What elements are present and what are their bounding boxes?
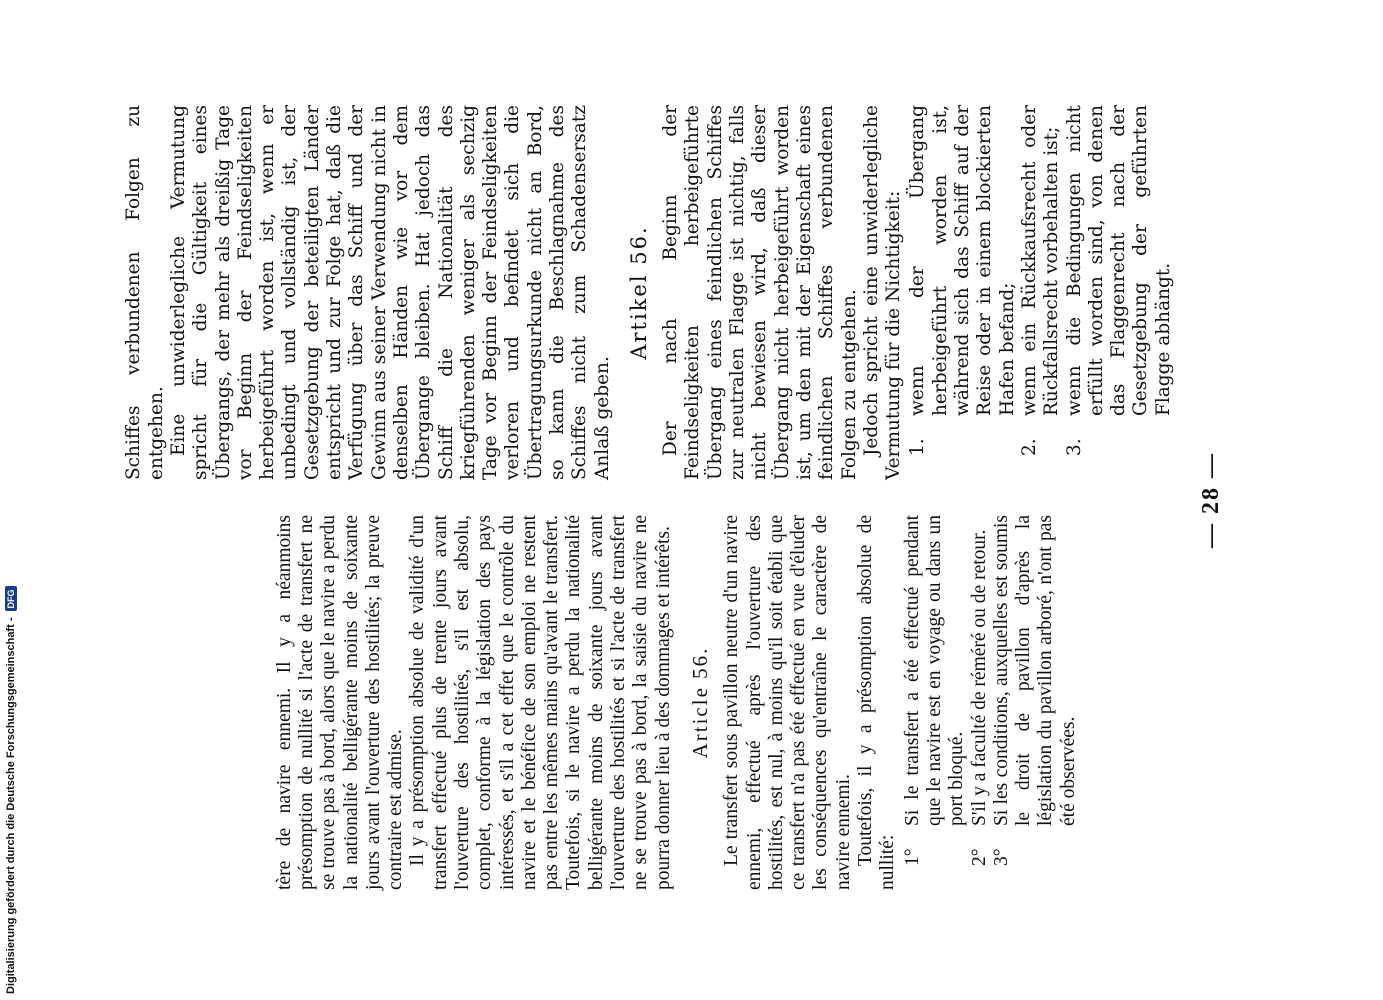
german-paragraph-2: Eine unwiderlegliche Vermutung spricht für die Gültigkeit eines Übergangs, der mehr als dreißig Tage vor Beginn der Feindseligkeiten herbeigeführt worden ist, wenn er unbedingt und vollständig ist, der Gesetzgebung der beteiligten Länder entspricht und zur Folge hat, daß die Verfügung über das Schiff und der Gewinn aus seiner Verwendung nicht in denselben Händen wie vor dem Übergange bleiben. Hat jedoch das Schiff die Nationalität des kriegführenden weniger als sechzig Tage vor Beginn der Feindseligkeiten verloren und befindet sich die Übertragungsurkunde nicht an Bord, so kann die Beschlagnahme des Schiffes nicht zum Schadensersatz Anlaß geben. (167, 105, 613, 480)
german-nullity-list (907, 105, 1175, 480)
french-list-number: 2° (968, 848, 990, 866)
german-list-text: wenn die Bedingungen nicht erfüllt worden sind, von denen das Flaggenrecht nach der Gesetzgebung der geführten Flagge abhängt. (1063, 105, 1174, 416)
french-list-item-2 (969, 515, 991, 890)
german-column (0, 105, 1175, 480)
german-list-item-3 (1064, 105, 1175, 480)
page-number: — 28 — (1198, 452, 1224, 548)
french-list-item-3 (991, 515, 1080, 890)
french-list-text: Si les conditions, auxquelles est soumis le droit de pavillon d'après la législation du pavillon arboré, n'ont pas été observées. (990, 515, 1079, 826)
dfg-logo: DFG (5, 586, 17, 611)
french-paragraph-4: Toutefois, il y a présomption absolue de nullité: (855, 515, 899, 890)
german-article-heading: Artikel 56. (626, 225, 651, 360)
german-list-item-1 (907, 105, 1018, 480)
german-list-number: 2. (1018, 438, 1040, 456)
german-list-number: 1. (907, 438, 929, 456)
french-article-heading: Article 56. (687, 646, 712, 759)
french-column (0, 515, 1080, 890)
german-paragraph-1: Schiffes verbundenen Folgen zu entgehen. (123, 105, 167, 480)
french-paragraph-2: Il y a présomption absolue de validité d'un transfert effectué plus de trente jours avant l'ouverture des hostilités, s'il est absolu, complet, conforme à la législation des pays intéressés, et s'il a cet effet que le contrôle du navire et le bénéfice de son emploi ne restent pas entre les mêmes mains qu'avant le transfert. Toutefois, si le navire a perdu la nationalité belligérante moins de soixante jours avant l'ouverture des hostilités et si l'acte de transfert ne se trouve pas à bord, la saisie du navire ne pourra donner lieu à des dommages et intérêts. (407, 515, 674, 890)
digitization-credit-text: Digitalisierung gefördert durch die Deutsche Forschungsgemeinschaft - (5, 617, 17, 994)
german-list-item-2 (1019, 105, 1064, 480)
french-paragraph-1: tère de navire ennemi. Il y a néanmoins présomption de nullité si l'acte de transfert ne se trouve pas à bord, alors que le navire a perdu la nationalité belligérante moins de soixante jours avant l'ouverture des hostilités; la preuve contraire est admise. (273, 515, 407, 890)
german-paragraph-3: Der nach Beginn der Feindseligkeiten herbeigeführte Übergang eines feindlichen Schiffes zur neutralen Flagge ist nichtig, falls nicht bewiesen wird, daß dieser Übergang nicht herbeigeführt worden ist, um den mit der Eigenschaft eines feindlichen Schiffes verbundenen Folgen zu entgehen. (660, 105, 860, 480)
french-list-item-1 (902, 515, 969, 890)
german-paragraph-4: Jedoch spricht eine unwiderlegliche Vermutung für die Nichtigkeit: (860, 105, 905, 480)
french-list-number: 1° (901, 848, 923, 866)
french-list-text: S'il y a faculté de réméré ou de retour. (968, 529, 990, 826)
french-paragraph-3: Le transfert sous pavillon neutre d'un navire ennemi, effectué après l'ouverture des hostilités, est nul, à moins qu'il soit établi que ce transfert n'a pas été effectué en vue d'éluder les conséquences qu'entraîne le caractère de navire ennemi. (721, 515, 854, 890)
french-nullity-list (902, 515, 1080, 890)
german-list-text: wenn ein Rückkaufsrecht oder Rückfallsrecht vorbehalten ist; (1018, 105, 1063, 416)
french-list-text: Si le transfert a été effectué pendant que le navire est en voyage ou dans un port bloqué. (901, 515, 968, 826)
german-list-text: wenn der Übergang herbeigeführt worden ist, während sich das Schiff auf der Reise oder in einem blockierten Hafen befand; (907, 105, 1018, 416)
french-list-number: 3° (990, 848, 1012, 866)
german-list-number: 3. (1063, 438, 1085, 456)
